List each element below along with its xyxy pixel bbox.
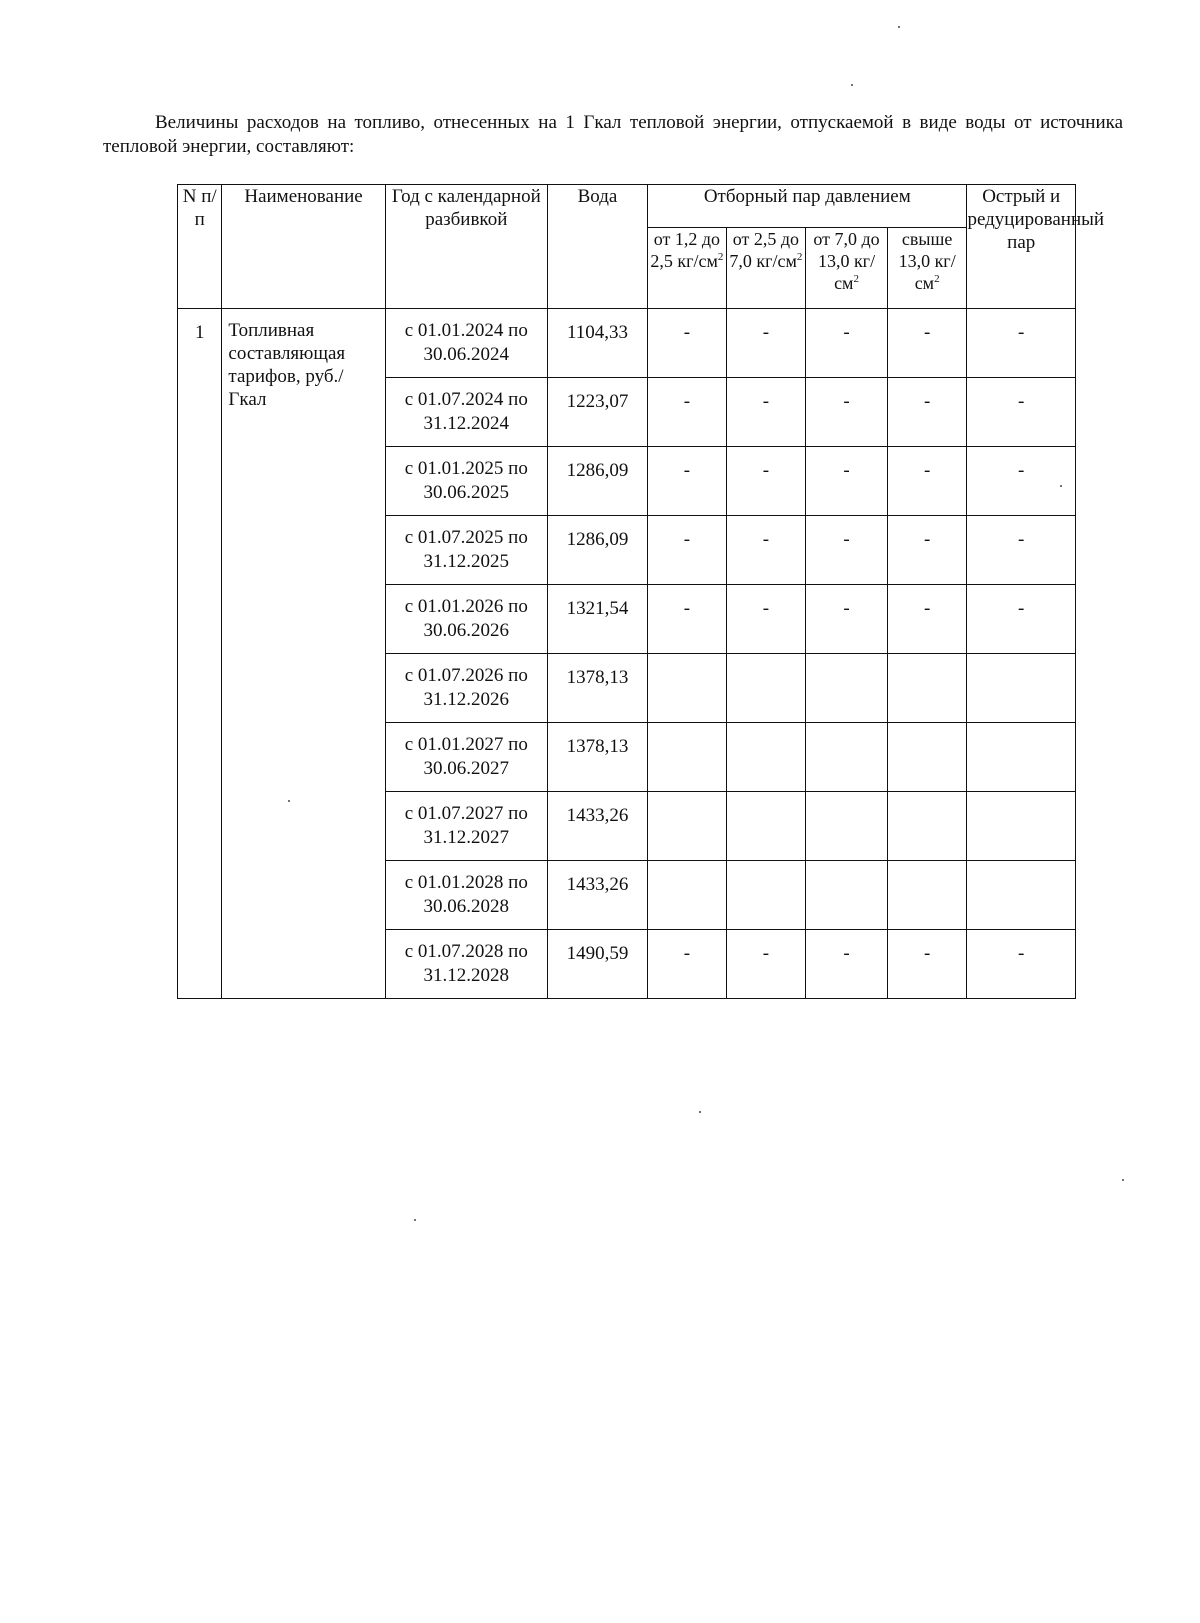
steam-2-value: - — [726, 447, 806, 516]
steam-1-value — [648, 861, 727, 930]
sharp-steam-value: - — [967, 378, 1076, 447]
steam-4-value — [887, 792, 967, 861]
steam-3-value: - — [806, 516, 888, 585]
steam-2-value: - — [726, 516, 806, 585]
scan-speck — [414, 1219, 416, 1221]
sharp-steam-value: - — [967, 585, 1076, 654]
row-name: Топливная составляющая тарифов, руб./Гкал — [222, 309, 385, 999]
steam-4-value — [887, 723, 967, 792]
scan-speck — [898, 26, 900, 28]
steam-2-value — [726, 792, 806, 861]
row-number: 1 — [178, 309, 222, 999]
steam-3-value — [806, 723, 888, 792]
water-value: 1378,13 — [547, 654, 647, 723]
period-cell: с 01.07.2025 по 31.12.2025 — [385, 516, 547, 585]
steam-3-value: - — [806, 930, 888, 999]
steam-2-value — [726, 654, 806, 723]
period-cell: с 01.07.2027 по 31.12.2027 — [385, 792, 547, 861]
steam-4-value: - — [887, 930, 967, 999]
table-body — [178, 309, 1076, 999]
sharp-steam-value — [967, 861, 1076, 930]
steam-4-value: - — [887, 378, 967, 447]
steam-2-value: - — [726, 378, 806, 447]
steam-3-value: - — [806, 309, 888, 378]
steam-4-value: - — [887, 585, 967, 654]
water-value: 1490,59 — [547, 930, 647, 999]
header-sharp-steam: Острый и редуцированный пар — [967, 185, 1076, 309]
steam-3-value: - — [806, 447, 888, 516]
header-num: N п/п — [178, 185, 222, 309]
header-steam-4: свыше 13,0 $кг/см^2$ — [887, 228, 967, 309]
steam-4-value: - — [887, 516, 967, 585]
header-row-1 — [178, 185, 1076, 228]
period-cell: с 01.01.2027 по 30.06.2027 — [385, 723, 547, 792]
steam-3-value: - — [806, 378, 888, 447]
header-steam-2: от 2,5 до 7,0 $кг/см^2$ — [726, 228, 806, 309]
steam-1-value: - — [648, 309, 727, 378]
header-steam-1: от 1,2 до 2,5 $кг/см^2$ — [648, 228, 727, 309]
sharp-steam-value: - — [967, 516, 1076, 585]
steam-1-value — [648, 654, 727, 723]
scan-speck — [1060, 485, 1062, 487]
scan-speck — [288, 800, 290, 802]
fuel-cost-table — [177, 184, 1105, 999]
water-value: 1433,26 — [547, 792, 647, 861]
period-cell: с 01.01.2028 по 30.06.2028 — [385, 861, 547, 930]
header-steam-group: Отборный пар давлением — [648, 185, 967, 228]
steam-1-value: - — [648, 930, 727, 999]
water-value: 1321,54 — [547, 585, 647, 654]
period-cell: с 01.01.2024 по 30.06.2024 — [385, 309, 547, 378]
water-value: 1286,09 — [547, 516, 647, 585]
steam-3-value — [806, 792, 888, 861]
steam-2-value: - — [726, 309, 806, 378]
period-cell: с 01.01.2025 по 30.06.2025 — [385, 447, 547, 516]
steam-4-value — [887, 654, 967, 723]
steam-1-value: - — [648, 378, 727, 447]
steam-4-value: - — [887, 309, 967, 378]
steam-4-value: - — [887, 447, 967, 516]
steam-2-value — [726, 861, 806, 930]
water-value: 1104,33 — [547, 309, 647, 378]
period-cell: с 01.07.2026 по 31.12.2026 — [385, 654, 547, 723]
steam-1-value: - — [648, 447, 727, 516]
steam-3-value — [806, 654, 888, 723]
steam-3-value: - — [806, 585, 888, 654]
steam-1-value — [648, 723, 727, 792]
period-cell: с 01.07.2028 по 31.12.2028 — [385, 930, 547, 999]
scan-speck — [699, 1111, 701, 1113]
water-value: 1378,13 — [547, 723, 647, 792]
sharp-steam-value — [967, 792, 1076, 861]
table-row — [178, 309, 1076, 378]
sharp-steam-value: - — [967, 309, 1076, 378]
header-period: Год с календарной разбивкой — [385, 185, 547, 309]
sharp-steam-value — [967, 723, 1076, 792]
sharp-steam-value — [967, 654, 1076, 723]
steam-2-value — [726, 723, 806, 792]
period-cell: с 01.01.2026 по 30.06.2026 — [385, 585, 547, 654]
sharp-steam-value: - — [967, 930, 1076, 999]
header-water: Вода — [547, 185, 647, 309]
water-value: 1433,26 — [547, 861, 647, 930]
sharp-steam-value: - — [967, 447, 1076, 516]
steam-2-value: - — [726, 585, 806, 654]
steam-2-value: - — [726, 930, 806, 999]
water-value: 1286,09 — [547, 447, 647, 516]
steam-1-value: - — [648, 516, 727, 585]
intro-text: Величины расходов на топливо, отнесенных на 1 Гкал тепловой энергии, отпускаемой в виде воды от источника тепловой энергии, составляют: — [103, 112, 1123, 157]
steam-4-value — [887, 861, 967, 930]
water-value: 1223,07 — [547, 378, 647, 447]
header-name: Наименование — [222, 185, 385, 309]
scan-speck — [1122, 1179, 1124, 1181]
header-steam-3: от 7,0 до 13,0 $кг/см^2$ — [806, 228, 888, 309]
steam-3-value — [806, 861, 888, 930]
scan-speck — [851, 84, 853, 86]
period-cell: с 01.07.2024 по 31.12.2024 — [385, 378, 547, 447]
intro-paragraph — [103, 111, 1123, 159]
steam-1-value — [648, 792, 727, 861]
steam-1-value: - — [648, 585, 727, 654]
